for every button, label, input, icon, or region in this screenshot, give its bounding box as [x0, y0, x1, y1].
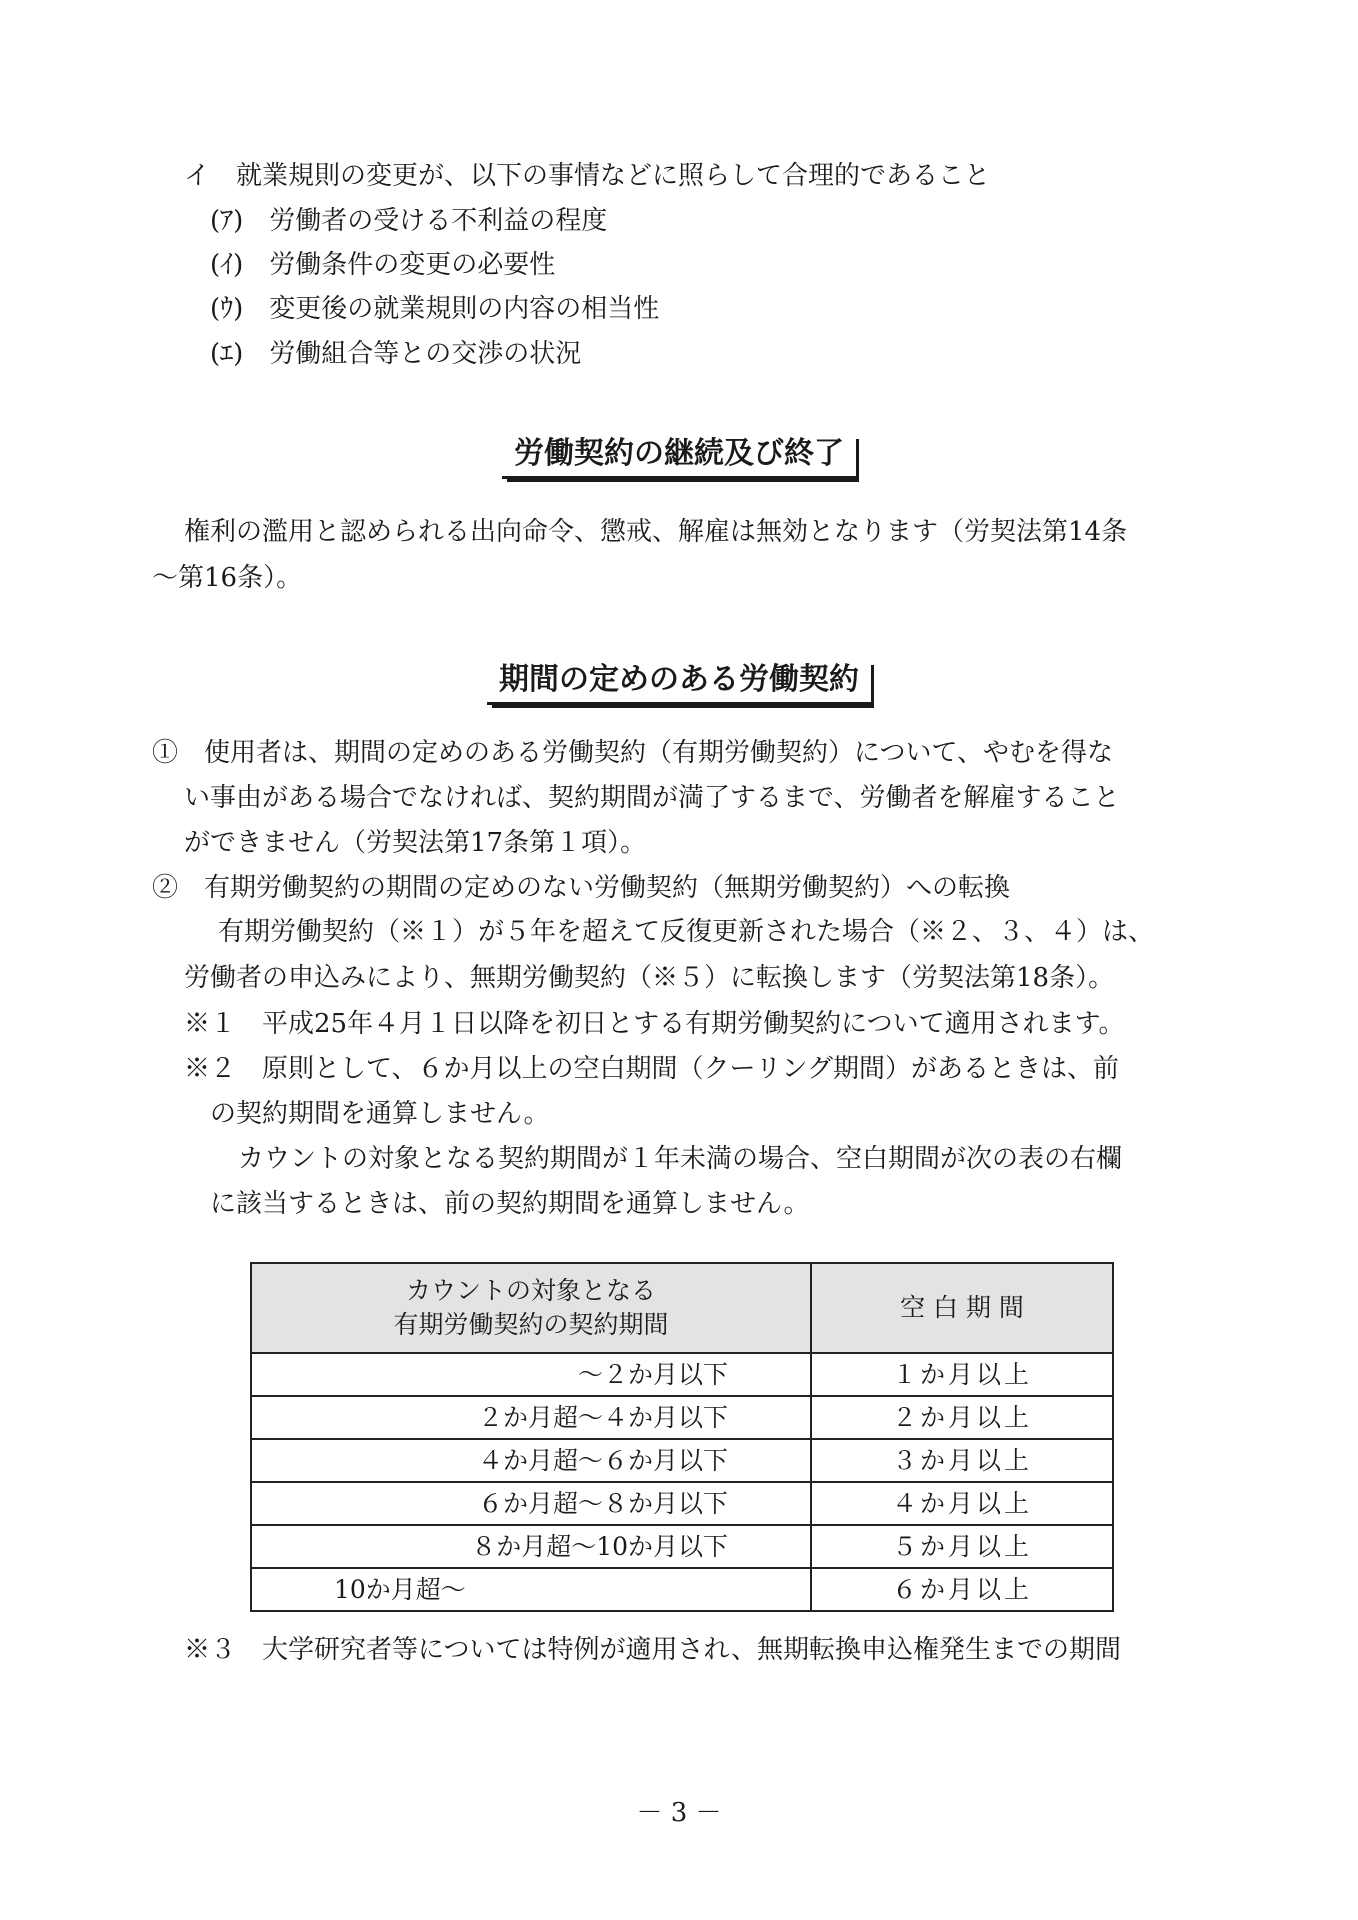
condition-item-c: (ｳ) 変更後の就業規則の内容の相当性 [210, 294, 660, 324]
note-2-line-2: の契約期間を通算しません。 [210, 1099, 550, 1129]
page-number: － 3 － [636, 1798, 722, 1828]
heading-fixed-term [0, 660, 1358, 705]
note-2-line-3: カウントの対象となる契約期間が１年未満の場合、空白期間が次の表の右欄 [238, 1144, 1123, 1174]
condition-i-line: イ 就業規則の変更が、以下の事情などに照らして合理的であること [184, 161, 991, 191]
condition-item-b: (ｲ) 労働条件の変更の必要性 [210, 250, 556, 280]
table-row [251, 1439, 1113, 1482]
header-contract-period [251, 1263, 811, 1353]
condition-item-a: (ｱ) 労働者の受ける不利益の程度 [210, 206, 608, 236]
cell-blank: ４か月以上 [811, 1482, 1113, 1525]
table-row [251, 1568, 1113, 1611]
cell-blank: ２か月以上 [811, 1396, 1113, 1439]
item1-line-1: ① 使用者は、期間の定めのある労働契約（有期労働契約）について、やむを得な [152, 738, 1113, 768]
item2-line-1: ② 有期労働契約の期間の定めのない労働契約（無期労働契約）への転換 [152, 873, 1011, 903]
cell-blank: ３か月以上 [811, 1439, 1113, 1482]
continuation-line-2: ～第16条）。 [152, 563, 303, 593]
cell-period: ６か月超～８か月以下 [251, 1482, 811, 1525]
note-2-line-4: に該当するときは、前の契約期間を通算しません。 [210, 1189, 810, 1219]
table-row [251, 1525, 1113, 1568]
table-header-row [251, 1263, 1113, 1353]
table-row [251, 1482, 1113, 1525]
cell-period: 10か月超～ [251, 1568, 811, 1611]
item1-line-3: ができません（労契法第17条第１項）。 [184, 828, 647, 858]
header-contract-period-line-1: カウントの対象となる [405, 1276, 656, 1305]
cell-period: ２か月超～４か月以下 [251, 1396, 811, 1439]
cell-period: ８か月超～10か月以下 [251, 1525, 811, 1568]
note-3: ※３ 大学研究者等については特例が適用され、無期転換申込権発生までの期間 [184, 1635, 1122, 1665]
cell-period: ４か月超～６か月以下 [251, 1439, 811, 1482]
cell-blank: ５か月以上 [811, 1525, 1113, 1568]
continuation-line-1: 権利の濫用と認められる出向命令、懲戒、解雇は無効となります（労契法第14条 [184, 517, 1128, 547]
cell-period: ～２か月以下 [251, 1353, 811, 1396]
item2-line-2: 有期労働契約（※１）が５年を超えて反復更新された場合（※２、３、４）は、 [218, 917, 1155, 947]
condition-item-d: (ｴ) 労働組合等との交渉の状況 [210, 339, 582, 369]
heading-fixed-term-text: 期間の定めのある労働契約 [487, 660, 871, 705]
header-blank-period: 空 白 期 間 [811, 1263, 1113, 1353]
cooling-period-table [250, 1262, 1114, 1612]
cell-blank: ６か月以上 [811, 1568, 1113, 1611]
header-contract-period-line-2: 有期労働契約の契約期間 [393, 1310, 669, 1339]
cell-blank: １か月以上 [811, 1353, 1113, 1396]
item1-line-2: い事由がある場合でなければ、契約期間が満了するまで、労働者を解雇すること [184, 783, 1120, 813]
note-2-line-1: ※２ 原則として、６か月以上の空白期間（クーリング期間）があるときは、前 [184, 1054, 1119, 1084]
heading-continuation-text: 労働契約の継続及び終了 [502, 434, 856, 479]
table-row [251, 1353, 1113, 1396]
item2-line-3: 労働者の申込みにより、無期労働契約（※５）に転換します（労契法第18条）。 [184, 963, 1115, 993]
note-1: ※１ 平成25年４月１日以降を初日とする有期労働契約について適用されます。 [184, 1009, 1125, 1039]
table-row [251, 1396, 1113, 1439]
heading-continuation [0, 434, 1358, 479]
